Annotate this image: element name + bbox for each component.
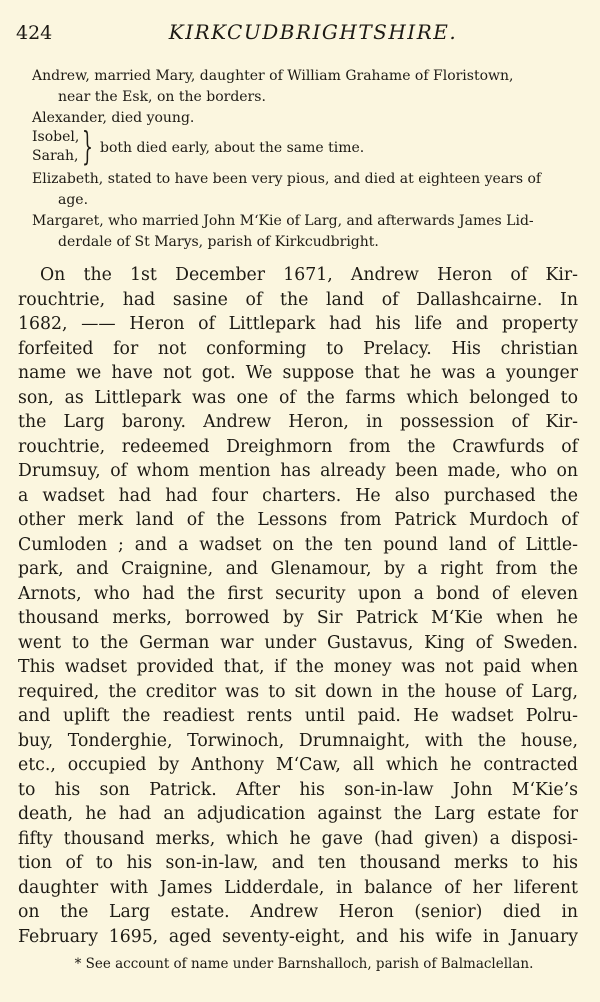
paragraph-line: a wadset had had four charters. He also purchased the	[18, 485, 578, 506]
paragraph-line: to his son Patrick. After his son-in-law John M‘Kie’s	[18, 779, 578, 800]
paragraph-line: the Larg barony. Andrew Heron, in possession of Kir-	[18, 412, 578, 432]
entry-margaret-line-2: derdale of St Marys, parish of Kirkcudbright.	[58, 234, 379, 250]
name-sarah: Sarah,	[32, 148, 79, 164]
paragraph-line: February 1695, aged seventy-eight, and his wife in January	[18, 926, 578, 947]
paragraph-line: Cumloden ; and a wadset on the ten pound land of Little-	[18, 534, 578, 555]
page-number: 424	[16, 22, 53, 44]
isobel-sarah-names	[32, 128, 79, 166]
paragraph-line: rouchtrie, redeemed Dreighmorn from the Crawfurds of	[18, 436, 578, 457]
isobel-sarah-note: both died early, about the same time.	[100, 140, 365, 156]
entry-elizabeth-line-2: age.	[58, 192, 89, 208]
paragraph-line: went to the German war under Gustavus, King of Sweden.	[18, 632, 578, 653]
running-title: KIRKCUDBRIGHTSHIRE.	[168, 20, 458, 44]
brace-icon: }	[82, 124, 93, 168]
paragraph-line: Drumsuy, of whom mention has already been made, who on	[18, 461, 578, 481]
entry-andrew-line-1: Andrew, married Mary, daughter of William Grahame of Floristown,	[32, 68, 514, 84]
paragraph-line: and uplift the readiest rents until paid. He wadset Polru-	[18, 706, 578, 726]
paragraph-line: fifty thousand merks, which he gave (had given) a disposi-	[18, 828, 578, 849]
paragraph-line: This wadset provided that, if the money was not paid when	[18, 657, 578, 677]
paragraph-line: 1682, —— Heron of Littlepark had his life and property	[18, 314, 578, 334]
paragraph-line: name we have not got. We suppose that he was a younger	[18, 363, 578, 383]
paragraph-line: forfeited for not conforming to Prelacy. His christian	[18, 338, 578, 359]
name-isobel: Isobel,	[32, 129, 80, 145]
genealogy-list	[32, 66, 568, 253]
paragraph-line: Arnots, who had the first security upon a bond of eleven	[18, 583, 578, 604]
entry-andrew-line-2: near the Esk, on the borders.	[58, 89, 266, 105]
body-paragraph	[18, 263, 578, 949]
paragraph-line: thousand merks, borrowed by Sir Patrick M‘Kie when he	[18, 608, 578, 628]
entry-elizabeth-line-1: Elizabeth, stated to have been very pious, and died at eighteen years of	[32, 171, 542, 187]
paragraph-line: park, and Craignine, and Glenamour, by a right from the	[18, 559, 578, 579]
paragraph-line: buy, Tonderghie, Torwinoch, Drumnaight, with the house,	[18, 730, 578, 751]
paragraph-line: other merk land of the Lessons from Patrick Murdoch of	[18, 510, 578, 530]
entry-margaret-line-1: Margaret, who married John M‘Kie of Larg, and afterwards James Lid-	[32, 213, 534, 229]
paragraph-line: death, he had an adjudication against the Larg estate for	[18, 804, 578, 824]
paragraph-line: etc., occupied by Anthony M‘Caw, all which he contracted	[18, 755, 578, 775]
page-header	[16, 20, 570, 50]
paragraph-line: On the 1st December 1671, Andrew Heron of Kir-	[40, 265, 578, 285]
entry-isobel-sarah	[32, 124, 568, 169]
paragraph-line: daughter with James Lidderdale, in balance of her liferent	[18, 877, 578, 898]
footnote: * See account of name under Barnshalloch, parish of Balmaclellan.	[74, 956, 534, 972]
paragraph-line: rouchtrie, had sasine of the land of Dallashcairne. In	[18, 289, 578, 310]
paragraph-line: son, as Littlepark was one of the farms which belonged to	[18, 387, 578, 408]
paragraph-line: on the Larg estate. Andrew Heron (senior) died in	[18, 902, 578, 922]
paragraph-line: tion of to his son-in-law, and ten thousand merks to his	[18, 853, 578, 873]
paragraph-line: required, the creditor was to sit down in the house of Larg,	[18, 681, 578, 702]
entry-alexander: Alexander, died young.	[32, 110, 195, 126]
